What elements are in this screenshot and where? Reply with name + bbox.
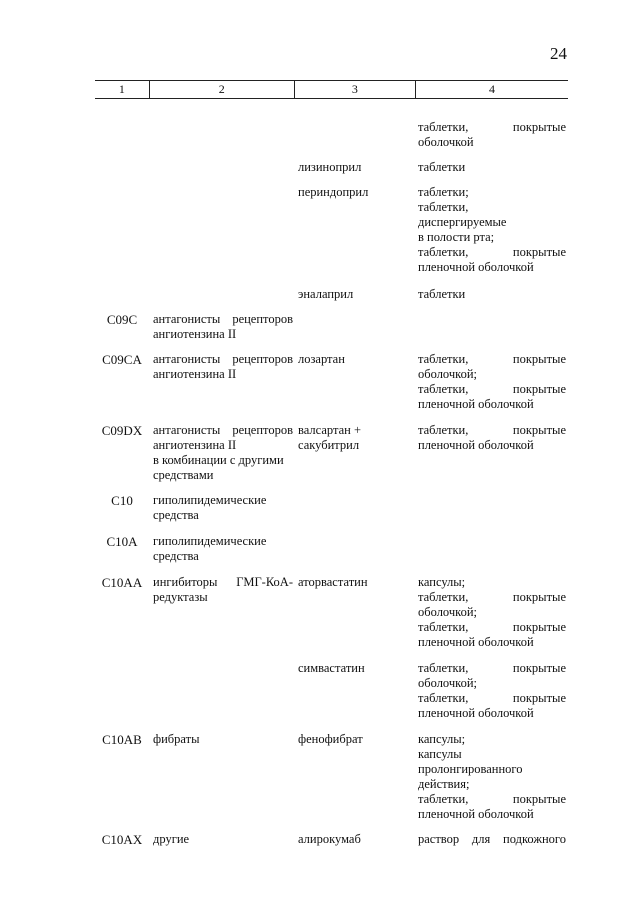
dosage-form-line: таблетки — [418, 287, 466, 301]
group-name-line: ангиотензина II — [153, 327, 237, 341]
group-name-line: средства — [153, 508, 199, 522]
dosage-form — [418, 120, 566, 150]
dosage-form-line: таблетки, покрытые — [418, 792, 566, 806]
dosage-form-line: раствор для подкожного — [418, 832, 566, 846]
dosage-form-line: пролонгированного — [418, 762, 523, 776]
group-name — [153, 493, 293, 523]
header-col-3: 3 — [295, 81, 416, 98]
drug-name — [298, 832, 413, 847]
group-name-line: антагонисты рецепторов — [153, 312, 293, 326]
group-name-line: ангиотензина II — [153, 367, 237, 381]
group-name-line: антагонисты рецепторов — [153, 352, 293, 366]
dosage-form-line: таблетки, покрытые — [418, 352, 566, 366]
dosage-form-line: таблетки, покрытые — [418, 691, 566, 705]
group-name — [153, 575, 293, 605]
dosage-form-line: капсулы; — [418, 732, 466, 746]
drug-name — [298, 661, 413, 676]
group-name-line: ангиотензина II — [153, 438, 237, 452]
drug-name — [298, 160, 413, 175]
atc-code: C10A — [106, 534, 138, 549]
drug-name-line: аторвастатин — [298, 575, 368, 589]
dosage-form-line: таблетки, покрытые — [418, 590, 566, 604]
dosage-form-line: таблетки, покрытые — [418, 620, 566, 634]
dosage-form-line: пленочной оболочкой — [418, 706, 534, 720]
dosage-form — [418, 287, 566, 302]
dosage-form-line: таблетки, — [418, 200, 469, 214]
group-name-line: другие — [153, 832, 190, 846]
header-col-2: 2 — [150, 81, 295, 98]
group-name-line: редуктазы — [153, 590, 208, 604]
group-name-line: гиполипидемические — [153, 534, 267, 548]
dosage-form-line: пленочной оболочкой — [418, 260, 534, 274]
group-name — [153, 534, 293, 564]
dosage-form-line: таблетки, покрытые — [418, 382, 566, 396]
header-col-1: 1 — [95, 81, 150, 98]
dosage-form-line: таблетки — [418, 160, 466, 174]
dosage-form — [418, 185, 566, 275]
drug-name-line: фенофибрат — [298, 732, 363, 746]
dosage-form-line: оболочкой; — [418, 676, 477, 690]
header-col-4: 4 — [488, 82, 495, 96]
group-name — [153, 832, 293, 847]
drug-name — [298, 575, 413, 590]
drug-name-line: алирокумаб — [298, 832, 361, 846]
dosage-form-line: оболочкой; — [418, 367, 477, 381]
page-number: 24 — [550, 44, 567, 63]
atc-code: C09CA — [102, 352, 142, 367]
dosage-form-line: таблетки, покрытые — [418, 423, 566, 437]
drug-name-line: периндоприл — [298, 185, 369, 199]
drug-name — [298, 287, 413, 302]
dosage-form-line: таблетки, покрытые — [418, 245, 566, 259]
atc-code: C10AX — [101, 832, 143, 847]
group-name-line: гиполипидемические — [153, 493, 267, 507]
dosage-form — [418, 423, 566, 453]
atc-code: C10AA — [101, 575, 143, 590]
dosage-form-line: пленочной оболочкой — [418, 635, 534, 649]
drug-name — [298, 423, 413, 453]
group-name — [153, 732, 293, 747]
drug-name — [298, 185, 413, 200]
atc-code: C10AB — [102, 732, 142, 747]
dosage-form-line: капсулы; — [418, 575, 466, 589]
drug-name-line: симвастатин — [298, 661, 365, 675]
atc-code: C09C — [106, 312, 138, 327]
atc-code: C10 — [111, 493, 133, 508]
dosage-form-line: таблетки, покрытые — [418, 661, 566, 675]
dosage-form — [418, 352, 566, 412]
drug-name-line: эналаприл — [298, 287, 354, 301]
dosage-form-line: пленочной оболочкой — [418, 397, 534, 411]
drug-name — [298, 352, 413, 367]
table-header — [95, 80, 568, 99]
group-name — [153, 312, 293, 342]
drug-name-line: лизиноприл — [298, 160, 362, 174]
group-name-line: средствами — [153, 468, 214, 482]
dosage-form — [418, 732, 566, 822]
drug-name-line: лозартан — [298, 352, 345, 366]
dosage-form — [418, 575, 566, 650]
dosage-form — [418, 160, 566, 175]
dosage-form-line: диспергируемые — [418, 215, 507, 229]
drug-name-line: сакубитрил — [298, 438, 360, 452]
group-name-line: средства — [153, 549, 199, 563]
group-name-line: антагонисты рецепторов — [153, 423, 293, 437]
group-name — [153, 352, 293, 382]
dosage-form — [418, 661, 566, 721]
dosage-form-line: таблетки; — [418, 185, 469, 199]
group-name-line: фибраты — [153, 732, 200, 746]
group-name-line: ингибиторы ГМГ-КоА- — [153, 575, 293, 589]
dosage-form — [418, 832, 566, 847]
group-name-line: в комбинации с другими — [153, 453, 284, 467]
atc-code: C09DX — [101, 423, 143, 438]
drug-name — [298, 732, 413, 747]
dosage-form-line: капсулы — [418, 747, 462, 761]
dosage-form-line: пленочной оболочкой — [418, 438, 534, 452]
dosage-form-line: пленочной оболочкой — [418, 807, 534, 821]
dosage-form-line: в полости рта; — [418, 230, 495, 244]
dosage-form-line: оболочкой; — [418, 605, 477, 619]
dosage-form-line: действия; — [418, 777, 470, 791]
drug-name-line: валсартан + — [298, 423, 361, 437]
dosage-form-line: оболочкой — [418, 135, 474, 149]
dosage-form-line: таблетки, покрытые — [418, 120, 566, 134]
group-name — [153, 423, 293, 483]
